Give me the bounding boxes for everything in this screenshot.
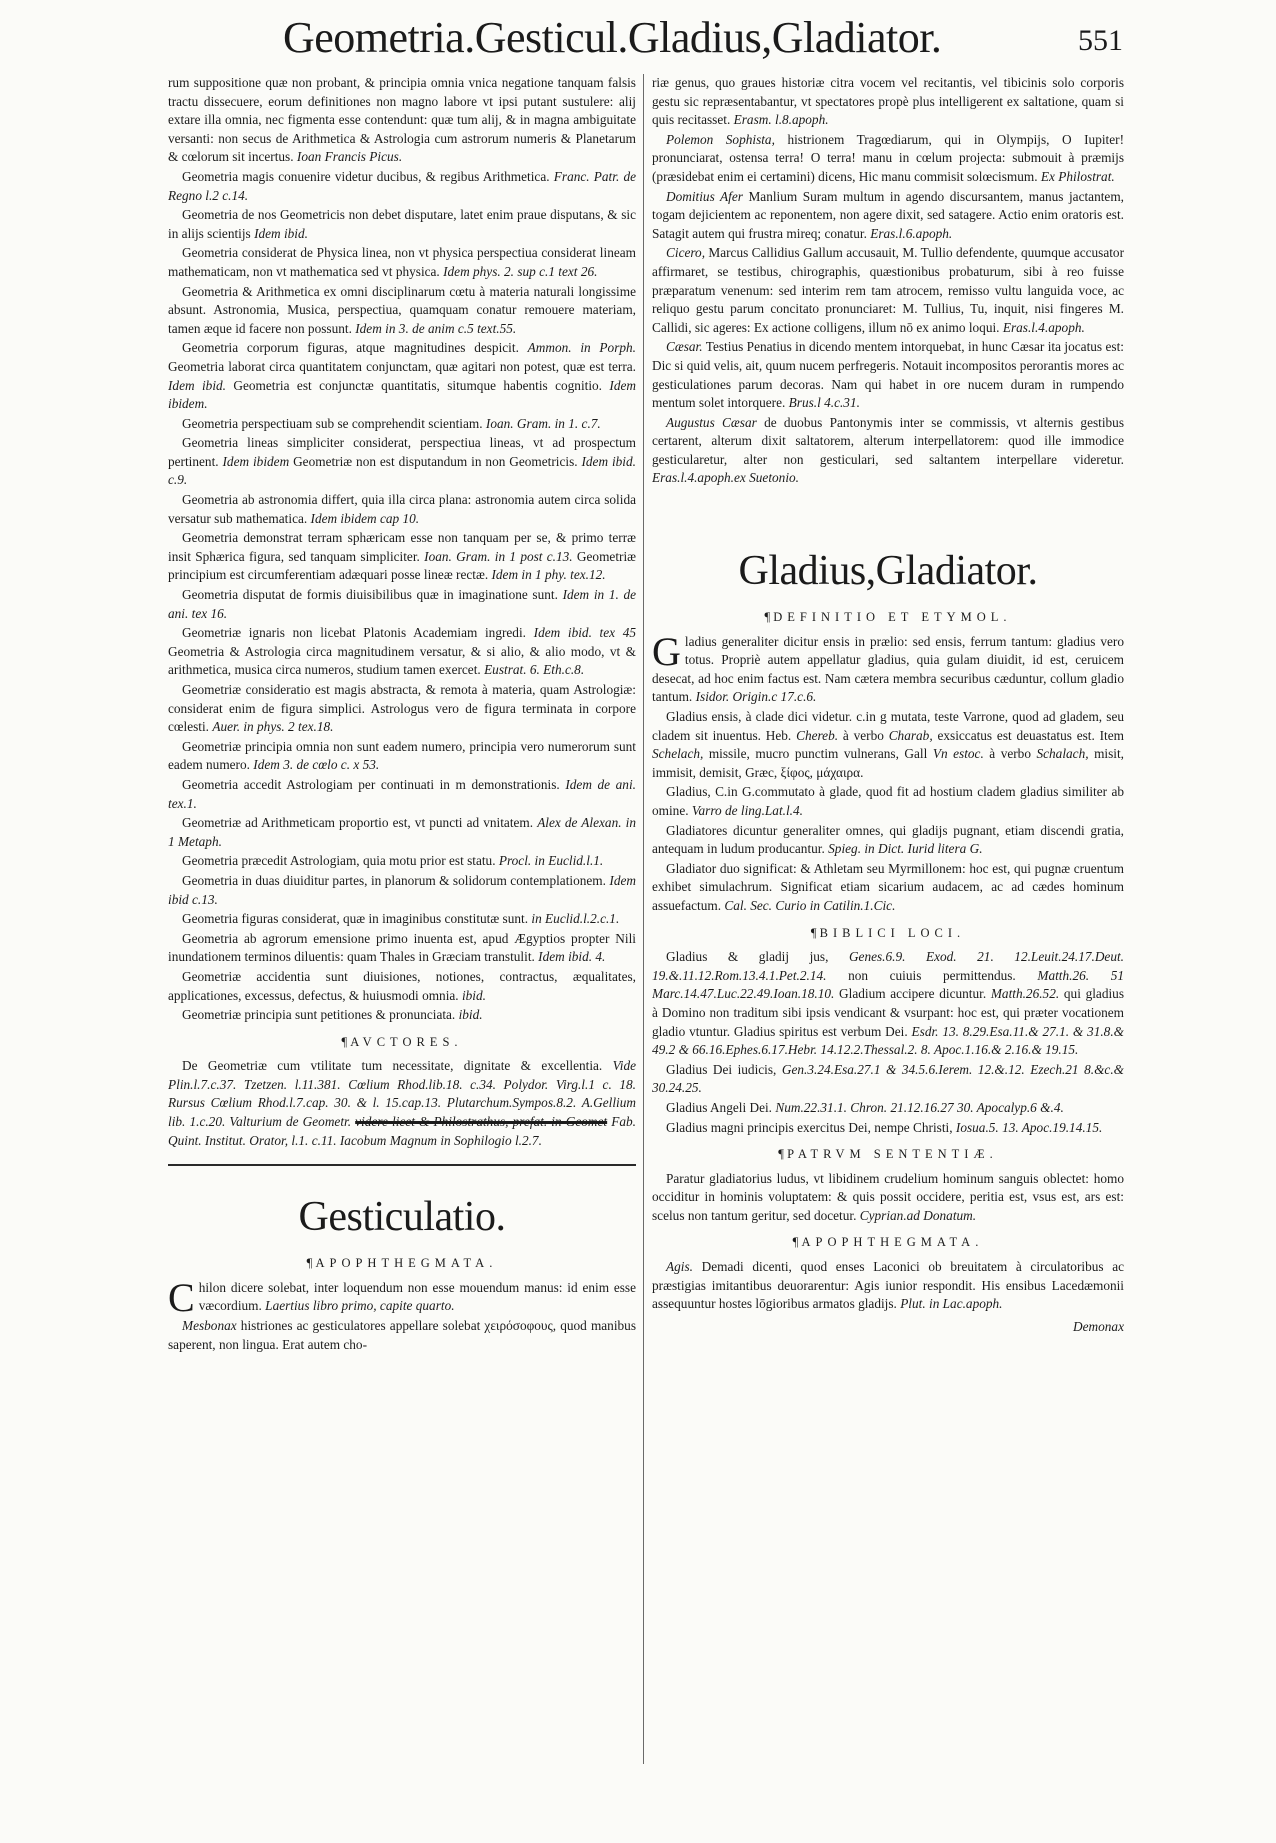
entry-text: Geometria in duas diuiditur partes, in planorum & solidorum contemplationem. <box>182 872 606 888</box>
citation: Brus.l 4.c.31. <box>788 395 860 411</box>
citation: Idem ibid. 4. <box>538 949 606 965</box>
entry-text: Geometria considerat de Physica linea, non vt physica perspectiua considerat lineam mathematicam, non vt mathematica sed vt physica. <box>168 245 636 279</box>
entry-text: Geometriæ non est disputandum in non Geometricis. <box>293 453 578 469</box>
entry-paragraph <box>168 168 636 205</box>
entry-text: Paratur gladiatorius ludus, vt libidinem crudelium hominum sanguis oblectet: homo occiditur in hominis voluptatem: & quis possit occidere, peritia est, vsus est, ars est: scelus non tantum geritur, sed docetur. <box>652 1170 1124 1223</box>
entry-text: Geometria lineas simpliciter considerat, perspectiua lineas, vt ad prospectum pertinent. <box>168 435 636 469</box>
running-title: Geometria.Gesticul.Gladius,Gladiator. <box>283 13 942 62</box>
section-heading-patrum-sententiae: ¶ PATRVM SENTENTIÆ. <box>652 1145 1124 1164</box>
entry-text: Geometria ab agrorum emensione primo inuenta est, apud Ægyptios propter Nili inundationem terminos diluentis: quam Thales in Græciam transtulit. <box>168 930 636 965</box>
page-number: 551 <box>1078 24 1123 57</box>
entry-paragraph <box>652 822 1124 859</box>
entry-paragraph <box>168 74 636 167</box>
entry-text: Geometria demonstrat terram sphæricam esse non tanquam per se, & primo terræ insit Sphærica figura, sed tanquam simpliciter. <box>168 530 636 564</box>
citation: Idem ibid. c.9. <box>168 453 636 488</box>
citation: Matth.26. 51 Marc.14.47.Luc.22.49.Ioan.18.10. <box>652 967 1124 1002</box>
entry-text: De Geometriæ cum vtilitate tum necessitate, dignitate & excellentia. <box>182 1058 603 1074</box>
entry-text: de duobus Pantonymis inter se commissis, vt alternis gestibus certarent, alterum dixit saltatorem, alterum interpellatorem: quod ille immodice gesticularetur, alter non gesticulari, sed saltantem interpellare videretur. <box>652 414 1124 467</box>
hebrew-term: Schelach, <box>652 746 704 762</box>
entry-paragraph <box>652 783 1124 820</box>
entry-paragraph <box>168 681 636 737</box>
entry-text: histrionem Tragœdiarum, qui in Olympijs, O Iupiter! pronunciarat, ostensa terra! O terra! manu in cœlum projecta: submouit à præmijs (præsidebat enim ei certamini) dicens, Hic manu commisit solœcismum. <box>652 131 1124 184</box>
entry-text: Geometriæ consideratio est magis abstracta, & remota à materia, quam Astrologiæ: considerat enim de figura simplici. Astrologus vero de figura terminata in corpore cœlesti. <box>168 682 636 735</box>
column-divider <box>643 74 644 1764</box>
entry-text: Gladius & gladij jus, <box>666 949 829 965</box>
entry-paragraph <box>168 206 636 243</box>
entry-text: Gladium accipere dicuntur. <box>839 986 987 1002</box>
citation: Idem ibid. tex 45 <box>533 625 636 641</box>
entry-text: Geometria accedit Astrologiam per continuati in m demonstrationis. <box>182 776 560 792</box>
entry-paragraph <box>168 339 636 413</box>
entry-text: Geometria perspectiuam sub se comprehendit scientiam. <box>182 415 483 431</box>
entry-text: Geometria laborat circa quantitatem conjunctam, quæ agitari non potest, quæ est terra. <box>168 358 636 374</box>
entry-text: Geometriæ principia omnia non sunt eadem numero, principia vero numerorum sunt eadem numero. <box>168 738 636 773</box>
entry-paragraph <box>168 491 636 528</box>
right-column <box>652 74 1124 1814</box>
entry-text: Geometria præcedit Astrologiam, quia motu prior est statu. <box>182 853 496 869</box>
entry-paragraph <box>652 948 1124 1060</box>
article-title-gladius: Gladius,Gladiator. <box>738 548 1038 595</box>
citation: Idem in 1. de ani. tex 16. <box>168 587 636 621</box>
section-heading-apophthegmata: ¶ APOPHTHEGMATA. <box>652 1233 1124 1252</box>
citation: Idem phys. 2. sup c.1 text 26. <box>443 263 598 279</box>
entry-paragraph <box>168 910 636 929</box>
entry-paragraph <box>168 852 636 871</box>
entry-text: Geometriæ ad Arithmeticam proportio est, vt puncti ad vnitatem. <box>182 815 534 831</box>
entry-paragraph <box>168 738 636 775</box>
citation: Eras.l.6.apoph. <box>870 225 953 241</box>
citation: Idem in 3. de anim c.5 text.55. <box>355 320 517 336</box>
citation: Cal. Sec. Curio in Catilin.1.Cic. <box>724 897 896 913</box>
citation: Procl. in Euclid.l.1. <box>498 853 604 869</box>
citation: in Euclid.l.2.c.1. <box>531 911 620 927</box>
entry-text: Geometria figuras considerat, quæ in imaginibus constitutæ sunt. <box>182 911 529 927</box>
citation: Laertius libro primo, capite quarto. <box>265 1298 455 1314</box>
entry-paragraph <box>168 283 636 339</box>
french-term: Vn estoc. <box>932 746 984 762</box>
citation: Idem 3. de cœlo c. x 53. <box>253 757 380 773</box>
citation: ibid. <box>461 987 486 1003</box>
entry-paragraph <box>652 338 1124 412</box>
entry-paragraph <box>652 188 1124 244</box>
speaker-name: Cicero, <box>666 245 706 261</box>
entry-text: Testius Penatius in dicendo mentem intorquebat, in hunc Cæsar ita jocatus est: Dic si quid velis, ait, quum nucem perfregeris. Notauit incompositos perorantis mores ac gesticulationes parum decoras. Nam qui habet in ore nucem duram in rumpendo mentum solet intorquere. <box>652 339 1124 411</box>
citation: Idem ibidem. <box>168 377 636 412</box>
entry-paragraph <box>652 1061 1124 1098</box>
entry-text: ladius generaliter dicitur ensis in prælio: sed ensis, ferrum tantum: gladius vero totus. Propriè autem appellatur gladius, quia gulam diuidit, id est, ceruicem desecat, ad hoc enim factus est. Nam cætera membra securibus cæduntur, collum gladio tantum. <box>652 633 1124 705</box>
entry-paragraph <box>168 872 636 909</box>
entry-paragraph <box>168 415 636 434</box>
citation: Iosua.5. 13. Apoc.19.14.15. <box>955 1119 1103 1135</box>
entry-text: Geometriæ ignaris non licebat Platonis Academiam ingredi. <box>182 625 526 641</box>
section-rule <box>168 1164 636 1166</box>
citation: Ioan Francis Picus. <box>296 149 403 165</box>
section-heading-biblici-loci: ¶ BIBLICI LOCI. <box>652 924 1124 943</box>
entry-paragraph <box>168 624 636 680</box>
entry-paragraph <box>652 131 1124 187</box>
drop-capital: C <box>168 1274 195 1320</box>
entry-paragraph <box>652 244 1124 337</box>
drop-capital: G <box>652 628 681 674</box>
entry-text: histriones ac gesticulatores appellare solebat χειρόσοφους, quod manibus saperent, non lingua. Erat autem cho- <box>168 1318 636 1352</box>
section-heading-auctores: ¶ AVCTORES. <box>168 1033 636 1052</box>
entry-text: Gladiatores dicuntur generaliter omnes, qui gladijs pugnant, etiam discendi gratia, antequam in ludum producantur. <box>652 822 1124 857</box>
entry-text: Gladius magni principis exercitus Dei, nempe Christi, <box>666 1119 953 1135</box>
article-title-gesticulatio: Gesticulatio. <box>298 1194 506 1241</box>
entry-text: Geometria disputat de formis diuisibilibus quæ in imaginatione sunt. <box>182 587 558 603</box>
citation: Spieg. in Dict. Iurid litera G. <box>828 841 983 857</box>
citation: Matth.26.52. <box>990 986 1060 1002</box>
citation: Gen.3.24.Esa.27.1 & 34.5.6.Ierem. 12.&.12. Ezech.21 8.&c.& 30.24.25. <box>652 1061 1124 1096</box>
entry-paragraph <box>168 244 636 281</box>
citation: Eras.l.4.apoph. <box>1002 319 1085 335</box>
entry-text: Gladius Dei iudicis, <box>666 1061 777 1077</box>
entry-paragraph <box>168 586 636 623</box>
citation: Franc. Patr. de Regno l.2 c.14. <box>168 168 636 203</box>
citation: Ioan. Gram. in 1. c.7. <box>485 415 601 431</box>
entry-text: à verbo <box>989 746 1031 762</box>
entry-text: Gladius ensis, à clade dici videtur. c.in g mutata, teste Varrone, quod ad gladem, seu cladem sit inuentus. Heb. <box>652 709 1124 743</box>
catchword: Demonax <box>1073 1318 1124 1334</box>
entry-text: Geometria & Arithmetica ex omni disciplinarum cœtu à materia naturali longissime absunt. Astronomia, Musica, perspectiua, quamquam conatur remouere materiam, tamen æque id facere non possunt. <box>168 283 636 336</box>
citation: Varro de ling.Lat.l.4. <box>691 803 803 818</box>
citation: Idem ibid c.13. <box>168 872 636 907</box>
entry-paragraph <box>168 529 636 585</box>
entry-paragraph <box>652 1099 1124 1118</box>
entry-text: Geometria magis conuenire videtur ducibus, & regibus Arithmetica. <box>182 168 550 184</box>
citation: Ioan. Gram. in 1 post c.13. <box>424 548 573 564</box>
hebrew-term: Chereb. <box>796 727 839 743</box>
citation: Idem ibid. <box>254 225 308 241</box>
entry-text: Geometria corporum figuras, atque magnitudines despicit. <box>182 340 519 356</box>
citation: Fab. Quint. Institut. Orator, l.1. c.11. Iacobum Magnum in Sophilogio l.2.7. <box>168 1114 636 1148</box>
entry-text: misit, immisit, demisit, Græc, ξίφος, μάχαιρα. <box>652 746 1124 780</box>
entry-paragraph <box>168 434 636 490</box>
entry-paragraph <box>168 1057 636 1150</box>
citation: Vide Plin.l.7.c.37. Tzetzen. l.11.381. Cœlium Rhod.lib.18. c.34. Polydor. Virg.l.1 c. 18. Rursus Cœlium Rhod.l.7.cap. 30. & l. 15.cap.13. Plutarchum.Sympos.8.2. A.Gellium lib. 1.c.20. Valturium de Geometr. <box>168 1058 636 1130</box>
citation: Idem ibidem cap 10. <box>310 510 420 526</box>
page-header <box>0 8 1276 72</box>
citation: Esdr. 13. 8.29.Esa.11.& 27.1. & 31.8.& 49.2 & 66.16.Ephes.6.17.Hebr. 14.12.2.Thessal.2. 8. Apoc.1.16.& 2.16.& 19.15. <box>652 1023 1124 1058</box>
entry-text: riæ genus, quo graues historiæ citra vocem vel recitantis, vel tibicinis solo corporis gestu sic repræsentabantur, vt spectatores propè plus intelligerent ex saltatione, quam si quis recitasset. <box>652 75 1124 128</box>
citation: Idem ibidem <box>222 453 290 469</box>
entry-text: Geometria & Astrologia circa magnitudinem versatur, & si alio, & alio modo, vt & arithmetica, musica circa numeros, studium tamen exercet. <box>168 643 636 678</box>
entry-text: rum suppositione quæ non probant, & principia omnia vnica negatione tanquam falsis tractu dissecuere, eorum definitiones non magno labore vt ipsi putant sustulere: alij extare illa omnia, nec figmenta esse contendunt: quæ tum alij, & in magna ambiguitate versanti: non secus de Arithmetica & Astrologia cum astrorum numeris & Planetarum & cœlorum sit incertus. <box>168 75 636 165</box>
entry-text: Geometria est conjunctæ quantitatis, situmque habentis cognitio. <box>233 377 603 393</box>
citation: Auer. in phys. 2 tex.18. <box>212 719 334 735</box>
entry-text: Geometria ab astronomia differt, quia illa circa plana: astronomia autem circa solida versatur sub mathematica. <box>168 492 636 526</box>
entry-paragraph <box>652 1258 1124 1314</box>
entry-paragraph <box>652 860 1124 916</box>
entry-paragraph <box>168 968 636 1005</box>
citation: Idem in 1 phy. tex.12. <box>491 567 606 583</box>
left-column <box>168 74 636 1764</box>
citation: Eustrat. 6. Eth.c.8. <box>484 662 585 678</box>
entry-text: hilon dicere solebat, inter loquendum non esse mouendum manus: id enim esse væcordium. <box>198 1279 636 1314</box>
citation: Num.22.31.1. Chron. 21.12.16.27 30. Apocalyp.6 &.4. <box>775 1099 1064 1115</box>
entry-paragraph <box>168 1006 636 1025</box>
citation: Cyprian.ad Donatum. <box>859 1207 977 1223</box>
entry-text: Geometriæ accidentia sunt diuisiones, notiones, contractus, æqualitates, applicationes, excessus, defectus, & huiusmodi omnia. <box>168 968 636 1003</box>
citation: Plut. in Lac.apoph. <box>900 1296 1003 1312</box>
entry-text: Geometriæ principium est circumferentiam adæquari posse lineæ rectæ. <box>168 548 636 583</box>
citation: Erasm. l.8.apoph. <box>733 112 829 128</box>
hebrew-term: Charab, <box>888 727 933 743</box>
entry-paragraph <box>168 776 636 813</box>
entry-text: missile, mucro punctim vulnerans, Gall <box>708 746 928 762</box>
speaker-name: Agis. <box>666 1259 693 1275</box>
entry-paragraph <box>652 1119 1124 1138</box>
citation: ibid. <box>458 1007 483 1023</box>
entry-text: non cuiuis permittendus. <box>848 967 1016 983</box>
struck-out-text: videre licet & Philostrathus, prefat. in Geomet <box>355 1114 608 1130</box>
citation: Alex de Alexan. in 1 Metaph. <box>168 815 636 849</box>
speaker-name: Augustus Cæsar <box>666 414 757 430</box>
speaker-name: Mesbonax <box>182 1318 237 1334</box>
entry-text: Geometria de nos Geometricis non debet disputare, latet enim praue disputans, & sic in alijs scientijs <box>168 207 636 241</box>
entry-text: exsiccatus est deuastatus est. Item <box>937 727 1124 743</box>
entry-text: Gladius, C.in G.commutato à glade, quod fit ad hostium cladem gladius similiter ab omine. <box>652 784 1124 818</box>
entry-paragraph <box>168 1274 636 1320</box>
entry-text: à verbo <box>842 727 884 743</box>
section-heading-apophthegmata: ¶ APOPHTHEGMATA. <box>168 1254 636 1273</box>
section-heading-definitio: ¶ DEFINITIO ET ETYMOL. <box>652 608 1124 627</box>
entry-text: Demadi dicenti, quod enses Laconici ob breuitatem à circulatoribus ac præstigias imitantibus deuorarentur: Agis iunior respondit. His ensibus Lacedæmonii assequuntur hostes lōgioribus armatos gladijs. <box>652 1259 1124 1312</box>
citation: Genes.6.9. Exod. 21. 12.Leuit.24.17.Deut. 19.&.11.12.Rom.13.4.1.Pet.2.14. <box>652 949 1124 983</box>
entry-paragraph <box>652 74 1124 130</box>
entry-text: qui gladius à Domino non traditum sibi ipsis vendicant & vsurpant: hoc est, qui præter vocationem gladio vtuntur. Gladius spiritus est verbum Dei. <box>652 986 1124 1039</box>
entry-paragraph <box>168 930 636 967</box>
entry-paragraph <box>652 414 1124 488</box>
entry-paragraph <box>168 1317 636 1354</box>
entry-paragraph <box>652 628 1124 707</box>
citation: Ex Philostrat. <box>1040 168 1115 184</box>
speaker-name: Polemon Sophista, <box>666 131 775 147</box>
entry-text: Gladiator duo significat: & Athletam seu Myrmillonem: hoc est, qui pugnæ cruentum exhibet simulachrum. Significat etiam sicarium audacem, ac ad cædes hominum assuefactum. <box>652 860 1124 913</box>
entry-text: Gladius Angeli Dei. <box>666 1099 772 1115</box>
entry-paragraph <box>652 708 1124 782</box>
entry-text: Geometriæ principia sunt petitiones & pronunciata. <box>182 1007 456 1023</box>
entry-text: Marcus Callidius Gallum accusauit, M. Tullio defendente, quumque accusator affirmaret, se testibus, chirographis, quæstionibus probaturum, sibi à reo fuisse præparatum venenum: sed interim rem tam atrocem, remisso vultu languida voce, ac reliquo gestu parum concitato pronunciaret: M. Tullius, Tu, inquit, nisi fingeres M. Callidi, sic ageres: Ex actione colligens, illum nō ex animo loqui. <box>652 245 1124 335</box>
speaker-name: Domitius Afer <box>666 188 743 204</box>
speaker-name: Cæsar. <box>666 339 703 355</box>
entry-paragraph <box>652 1170 1124 1226</box>
citation: Idem de ani. tex.1. <box>168 776 636 811</box>
hebrew-term: Schalach, <box>1036 746 1089 762</box>
entry-text: Manlium Suram multum in agendo discursantem, manus jactantem, togam dejicientem ac reponentem, non agere dixit, sed satagere. Actio enim oratoris est. Satagit autem qui frustra mireq; conatur. <box>652 188 1124 241</box>
citation: Idem ibid. <box>168 377 226 393</box>
citation: Eras.l.4.apoph.ex Suetonio. <box>652 470 799 486</box>
citation: Ammon. in Porph. <box>527 340 636 356</box>
citation: Isidor. Origin.c 17.c.6. <box>695 689 817 705</box>
entry-paragraph <box>168 814 636 851</box>
